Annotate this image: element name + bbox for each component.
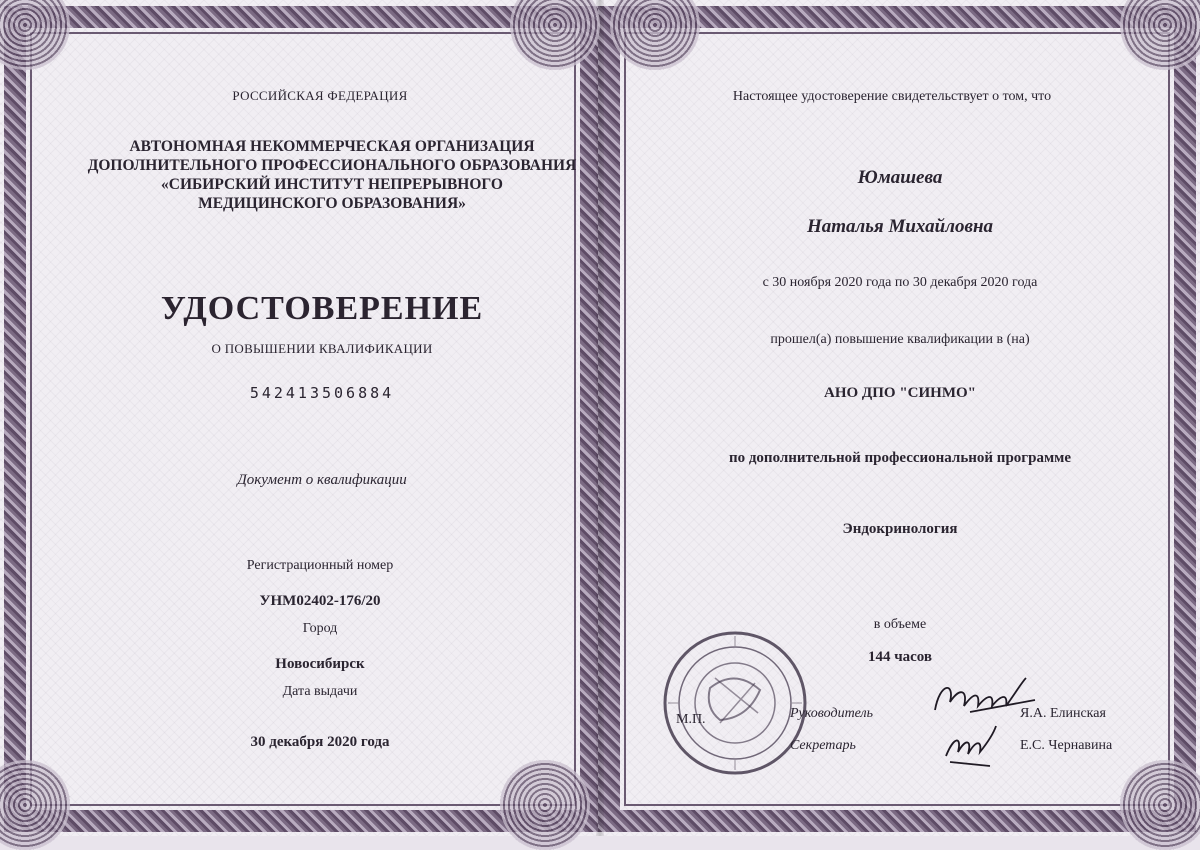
institution-name: АНО ДПО "СИНМО" [824, 385, 976, 401]
org-name-line-2: ДОПОЛНИТЕЛЬНОГО ПРОФЕССИОНАЛЬНОГО ОБРАЗОВАНИЯ [87, 157, 577, 174]
program-name: Эндокринология [842, 521, 958, 537]
issue-date-label: Дата выдачи [282, 684, 358, 699]
holder-surname: Юмашева [857, 167, 943, 188]
intro-text: Настоящее удостоверение свидетельствует о том, что [732, 89, 1052, 104]
secretary-label: Секретарь [790, 738, 856, 753]
registration-label: Регистрационный номер [246, 558, 394, 573]
round-seal-icon [660, 628, 810, 778]
country-heading: РОССИЙСКАЯ ФЕДЕРАЦИЯ [232, 88, 408, 103]
head-name: Я.А. Елинская [1020, 706, 1106, 721]
stamp-place-mark: М.П. [676, 712, 706, 727]
secretary-name: Е.С. Чернавина [1020, 738, 1113, 753]
registration-number: УНМ02402-176/20 [259, 593, 381, 609]
left-page [0, 0, 600, 836]
passed-text: прошел(а) повышение квалификации в (на) [770, 332, 1030, 347]
secretary-signature-icon [940, 722, 1000, 770]
holder-given-names: Наталья Михайловна [806, 216, 994, 237]
training-period: с 30 ноября 2020 года по 30 декабря 2020 года [762, 275, 1038, 290]
org-name-line-4: МЕДИЦИНСКОГО ОБРАЗОВАНИЯ» [198, 195, 466, 212]
serial-number: 542413506884 [249, 384, 395, 402]
head-signature-icon [930, 672, 1040, 722]
city-label: Город [302, 621, 338, 636]
org-name-line-3: «СИБИРСКИЙ ИНСТИТУТ НЕПРЕРЫВНОГО [161, 176, 503, 193]
issue-date-value: 30 декабря 2020 года [250, 734, 390, 750]
program-label: по дополнительной профессиональной программе [728, 450, 1072, 466]
volume-label: в объеме [873, 617, 927, 632]
document-title: УДОСТОВЕРЕНИЕ [160, 290, 484, 327]
document-subtitle: О ПОВЫШЕНИИ КВАЛИФИКАЦИИ [211, 341, 433, 356]
hours-value: 144 часов [867, 649, 933, 665]
city-value: Новосибирск [275, 656, 365, 672]
document-type: Документ о квалификации [237, 472, 407, 488]
org-name-line-1: АВТОНОМНАЯ НЕКОММЕРЧЕСКАЯ ОРГАНИЗАЦИЯ [129, 138, 535, 155]
head-label: Руководитель [790, 706, 874, 721]
